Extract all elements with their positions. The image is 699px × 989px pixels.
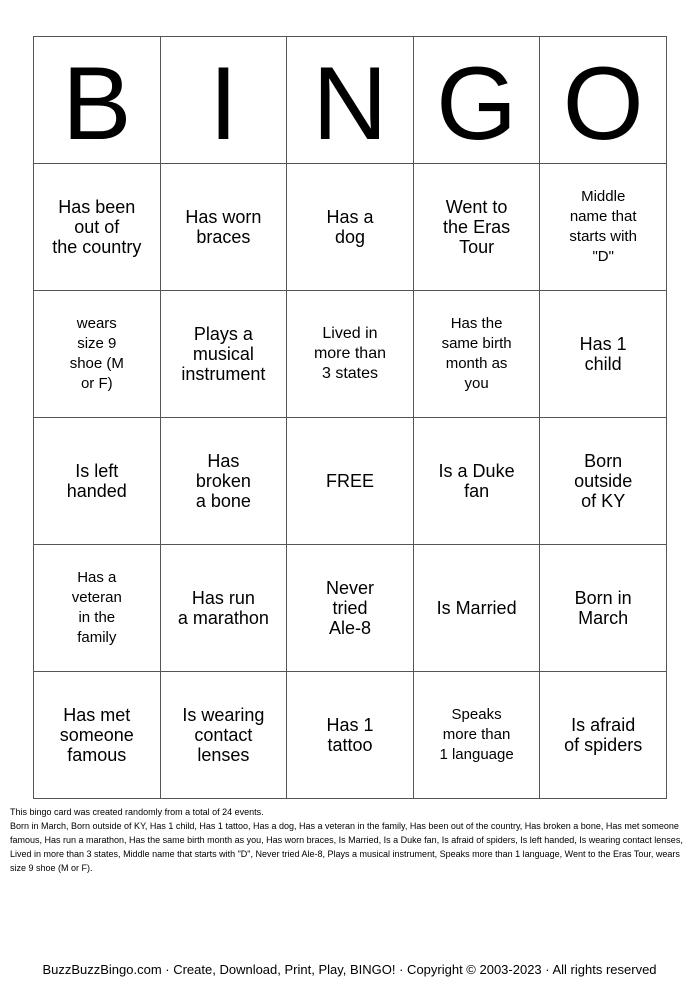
bingo-square (540, 291, 667, 418)
square-text: Has a veteran in the family (71, 569, 122, 646)
square-text: Has broken a bone (195, 451, 251, 511)
header-cell-n (287, 37, 414, 164)
bingo-card (33, 36, 667, 799)
square-text: Has been out of the country (52, 197, 142, 257)
bingo-square (34, 545, 161, 672)
bingo-square (34, 164, 161, 291)
bingo-square (540, 418, 667, 545)
bingo-square (540, 672, 667, 799)
bingo-square (413, 672, 540, 799)
free-square (287, 418, 414, 545)
square-text: Middle name that starts with "D" (569, 188, 637, 265)
bingo-square (287, 545, 414, 672)
square-text: Has run a marathon (177, 588, 269, 628)
square-text: wears size 9 shoe (M or F) (69, 315, 124, 392)
event-list: Born in March, Born outside of KY, Has 1 child, Has 1 tattoo, Has a dog, Has a veteran in the family, Has been out of the country, Has broken a bone, Has met someone famous, Has run a marathon, Has the same birth month as you, Has worn braces, Is Married, Is a Duke fan, Is afraid of spiders, Is left handed, Is wearing contact lenses, Lived in more than 3 states, Middle name that starts with "D", Never tried Ale-8, Plays a musical instrument, Speaks more than 1 language, Went to the Eras Tour, wears size 9 shoe (M or F). (10, 821, 683, 873)
square-text: Has worn braces (185, 207, 262, 247)
square-text: Is afraid of spiders (564, 715, 643, 755)
grid-row (34, 164, 667, 291)
grid-row (34, 418, 667, 545)
square-text: Is wearing contact lenses (182, 705, 265, 765)
bingo-square (34, 418, 161, 545)
bingo-square (160, 164, 287, 291)
site-footer: BuzzBuzzBingo.com · Create, Download, Print, Play, BINGO! · Copyright © 2003-2023 · All rights reserved (42, 962, 657, 977)
square-text: Born in March (574, 588, 632, 628)
square-text: Went to the Eras Tour (443, 197, 511, 257)
bingo-square (34, 291, 161, 418)
square-text: Is left handed (66, 461, 127, 501)
bingo-square (287, 291, 414, 418)
header-letter: G (436, 46, 518, 162)
bingo-square (413, 418, 540, 545)
bingo-square (287, 164, 414, 291)
grid-row (34, 291, 667, 418)
bingo-square (540, 545, 667, 672)
bingo-square (413, 291, 540, 418)
bingo-square (160, 418, 287, 545)
header-cell-b (34, 37, 161, 164)
bingo-square (540, 164, 667, 291)
square-text: Plays a musical instrument (181, 324, 266, 384)
header-letter: I (208, 46, 238, 162)
square-text: Has 1 tattoo (326, 715, 374, 755)
header-row (34, 37, 667, 164)
bingo-square (413, 545, 540, 672)
card-summary: This bingo card was created randomly from a total of 24 events. (10, 807, 264, 817)
bingo-square (160, 672, 287, 799)
header-cell-g (413, 37, 540, 164)
square-text: Has 1 child (579, 334, 627, 374)
grid-row (34, 545, 667, 672)
square-text: Is Married (436, 598, 517, 618)
header-letter: O (562, 46, 644, 162)
header-letter: N (312, 46, 388, 162)
square-text: Has met someone famous (59, 705, 134, 765)
bingo-square (34, 672, 161, 799)
header-cell-o (540, 37, 667, 164)
square-text: Born outside of KY (574, 451, 633, 511)
square-text: Speaks more than 1 language (439, 706, 514, 763)
header-letter: B (62, 46, 132, 162)
square-text: Never tried Ale-8 (325, 578, 374, 638)
card-info (10, 805, 690, 875)
square-text: Is a Duke fan (438, 461, 515, 501)
square-text: FREE (325, 471, 374, 491)
square-text: Has a dog (326, 207, 374, 247)
square-text: Lived in more than 3 states (313, 325, 386, 382)
bingo-square (160, 545, 287, 672)
square-text: Has the same birth month as you (441, 315, 512, 392)
grid-row (34, 672, 667, 799)
bingo-square (287, 672, 414, 799)
header-cell-i (160, 37, 287, 164)
bingo-square (160, 291, 287, 418)
bingo-square (413, 164, 540, 291)
